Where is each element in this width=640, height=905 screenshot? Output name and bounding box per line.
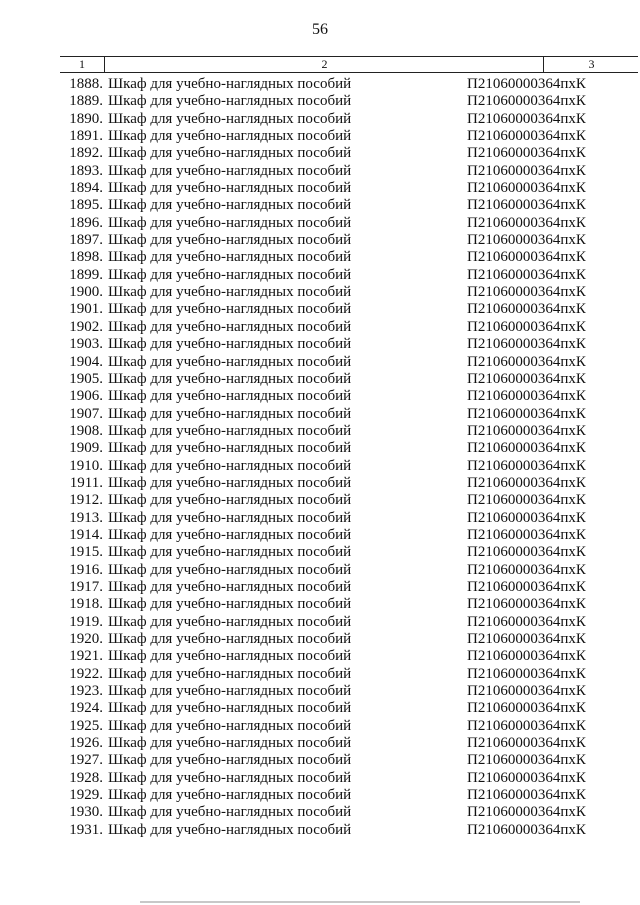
inventory-code: П21060000364пхК bbox=[467, 162, 586, 179]
inventory-code: П21060000364пхК bbox=[467, 353, 586, 370]
inventory-code: П21060000364пхК bbox=[467, 613, 586, 630]
inventory-code: П21060000364пхК bbox=[467, 232, 586, 249]
item-name: Шкаф для учебно-наглядных пособий bbox=[108, 93, 352, 110]
table-row bbox=[60, 683, 638, 700]
table-row bbox=[60, 440, 638, 457]
row-number: 1913. bbox=[69, 509, 103, 526]
table-row bbox=[60, 267, 638, 284]
row-number: 1931. bbox=[69, 821, 103, 838]
inventory-code: П21060000364пхК bbox=[467, 180, 586, 197]
column-header-name: 2 bbox=[104, 57, 544, 72]
row-number: 1929. bbox=[69, 787, 103, 804]
row-number: 1905. bbox=[69, 370, 103, 387]
inventory-code: П21060000364пхК bbox=[467, 804, 586, 821]
table-row bbox=[60, 423, 638, 440]
row-number: 1902. bbox=[69, 318, 103, 335]
table-row bbox=[60, 648, 638, 665]
inventory-code: П21060000364пхК bbox=[467, 769, 586, 786]
table-row bbox=[60, 354, 638, 371]
row-number: 1923. bbox=[69, 683, 103, 700]
item-name: Шкаф для учебно-наглядных пособий bbox=[108, 266, 352, 283]
table-row bbox=[60, 770, 638, 787]
item-name: Шкаф для учебно-наглядных пособий bbox=[108, 336, 352, 353]
item-name: Шкаф для учебно-наглядных пособий bbox=[108, 821, 352, 838]
row-number: 1925. bbox=[69, 717, 103, 734]
item-name: Шкаф для учебно-наглядных пособий bbox=[108, 544, 352, 561]
inventory-code: П21060000364пхК bbox=[467, 422, 586, 439]
row-number: 1924. bbox=[69, 700, 103, 717]
item-name: Шкаф для учебно-наглядных пособий bbox=[108, 509, 352, 526]
inventory-code: П21060000364пхК bbox=[467, 752, 586, 769]
item-name: Шкаф для учебно-наглядных пособий bbox=[108, 145, 352, 162]
row-number: 1897. bbox=[69, 232, 103, 249]
table-row bbox=[60, 614, 638, 631]
item-name: Шкаф для учебно-наглядных пособий bbox=[108, 492, 352, 509]
table-row bbox=[60, 735, 638, 752]
row-number: 1892. bbox=[69, 145, 103, 162]
item-name: Шкаф для учебно-наглядных пособий bbox=[108, 735, 352, 752]
inventory-code: П21060000364пхК bbox=[467, 370, 586, 387]
column-header-number: 1 bbox=[79, 57, 85, 71]
table-row bbox=[60, 388, 638, 405]
item-name: Шкаф для учебно-наглядных пособий bbox=[108, 110, 352, 127]
item-name: Шкаф для учебно-наглядных пособий bbox=[108, 405, 352, 422]
table-row bbox=[60, 666, 638, 683]
row-number: 1915. bbox=[69, 544, 103, 561]
inventory-code: П21060000364пхК bbox=[467, 683, 586, 700]
row-number: 1918. bbox=[69, 596, 103, 613]
row-number: 1901. bbox=[69, 301, 103, 318]
table-row bbox=[60, 232, 638, 249]
table-row bbox=[60, 822, 638, 839]
inventory-code: П21060000364пхК bbox=[467, 93, 586, 110]
scan-edge-mark bbox=[140, 901, 580, 903]
table-row bbox=[60, 510, 638, 527]
table-row bbox=[60, 249, 638, 266]
row-number: 1926. bbox=[69, 735, 103, 752]
row-number: 1922. bbox=[69, 665, 103, 682]
row-number: 1906. bbox=[69, 388, 103, 405]
inventory-code: П21060000364пхК bbox=[467, 735, 586, 752]
inventory-code: П21060000364пхК bbox=[467, 457, 586, 474]
row-number: 1916. bbox=[69, 561, 103, 578]
inventory-code: П21060000364пхК bbox=[467, 787, 586, 804]
table-row bbox=[60, 93, 638, 110]
item-name: Шкаф для учебно-наглядных пособий bbox=[108, 353, 352, 370]
inventory-code: П21060000364пхК bbox=[467, 284, 586, 301]
row-number: 1904. bbox=[69, 353, 103, 370]
table-row bbox=[60, 163, 638, 180]
row-number: 1893. bbox=[69, 162, 103, 179]
table-row bbox=[60, 631, 638, 648]
table-row bbox=[60, 215, 638, 232]
inventory-code: П21060000364пхК bbox=[467, 249, 586, 266]
table-row bbox=[60, 718, 638, 735]
table-row bbox=[60, 319, 638, 336]
item-name: Шкаф для учебно-наглядных пособий bbox=[108, 631, 352, 647]
row-number: 1891. bbox=[69, 128, 103, 145]
item-name: Шкаф для учебно-наглядных пособий bbox=[108, 301, 352, 318]
table-row bbox=[60, 301, 638, 318]
table-row bbox=[60, 76, 638, 93]
inventory-code: П21060000364пхК bbox=[467, 526, 586, 543]
item-name: Шкаф для учебно-наглядных пособий bbox=[108, 318, 352, 335]
item-name: Шкаф для учебно-наглядных пособий bbox=[108, 457, 352, 474]
item-name: Шкаф для учебно-наглядных пособий bbox=[108, 752, 352, 769]
row-number: 1899. bbox=[69, 266, 103, 283]
inventory-code: П21060000364пхК bbox=[467, 197, 586, 214]
inventory-code: П21060000364пхК bbox=[467, 128, 586, 145]
table-row bbox=[60, 804, 638, 821]
table-row bbox=[60, 527, 638, 544]
inventory-code: П21060000364пхК bbox=[467, 440, 586, 457]
table-row bbox=[60, 596, 638, 613]
table-row bbox=[60, 562, 638, 579]
item-name: Шкаф для учебно-наглядных пособий bbox=[108, 700, 352, 717]
item-name: Шкаф для учебно-наглядных пособий bbox=[108, 440, 352, 457]
inventory-code: П21060000364пхК bbox=[467, 388, 586, 405]
row-number: 1896. bbox=[69, 214, 103, 231]
table-row bbox=[60, 180, 638, 197]
table-row bbox=[60, 336, 638, 353]
row-number: 1890. bbox=[69, 110, 103, 127]
row-number: 1900. bbox=[69, 284, 103, 301]
table-row bbox=[60, 544, 638, 561]
inventory-code: П21060000364пхК bbox=[467, 544, 586, 561]
item-name: Шкаф для учебно-наглядных пособий bbox=[108, 76, 352, 92]
row-number: 1907. bbox=[69, 405, 103, 422]
table-row bbox=[60, 787, 638, 804]
table-row bbox=[60, 111, 638, 128]
row-number: 1914. bbox=[69, 526, 103, 543]
inventory-code: П21060000364пхК bbox=[467, 700, 586, 717]
table-row bbox=[60, 371, 638, 388]
page-number: 56 bbox=[312, 21, 328, 38]
table-row bbox=[60, 197, 638, 214]
item-name: Шкаф для учебно-наглядных пособий bbox=[108, 284, 352, 301]
inventory-code: П21060000364пхК bbox=[467, 214, 586, 231]
inventory-code: П21060000364пхК bbox=[467, 717, 586, 734]
item-name: Шкаф для учебно-наглядных пособий bbox=[108, 717, 352, 734]
item-name: Шкаф для учебно-наглядных пособий bbox=[108, 388, 352, 405]
inventory-code: П21060000364пхК bbox=[467, 578, 586, 595]
inventory-code: П21060000364пхК bbox=[467, 596, 586, 613]
row-number: 1912. bbox=[69, 492, 103, 509]
inventory-code: П21060000364пхК bbox=[467, 405, 586, 422]
row-number: 1895. bbox=[69, 197, 103, 214]
inventory-code: П21060000364пхК bbox=[467, 76, 586, 92]
item-name: Шкаф для учебно-наглядных пособий bbox=[108, 578, 352, 595]
item-name: Шкаф для учебно-наглядных пособий bbox=[108, 370, 352, 387]
inventory-code: П21060000364пхК bbox=[467, 318, 586, 335]
table-row bbox=[60, 458, 638, 475]
inventory-code: П21060000364пхК bbox=[467, 266, 586, 283]
item-name: Шкаф для учебно-наглядных пособий bbox=[108, 769, 352, 786]
table-body bbox=[60, 76, 638, 839]
table-row bbox=[60, 145, 638, 162]
table-row bbox=[60, 492, 638, 509]
row-number: 1889. bbox=[69, 93, 103, 110]
item-name: Шкаф для учебно-наглядных пособий bbox=[108, 232, 352, 249]
inventory-code: П21060000364пхК bbox=[467, 665, 586, 682]
item-name: Шкаф для учебно-наглядных пособий bbox=[108, 474, 352, 491]
table-row bbox=[60, 752, 638, 769]
table-row bbox=[60, 475, 638, 492]
table-row bbox=[60, 284, 638, 301]
row-number: 1910. bbox=[69, 457, 103, 474]
item-name: Шкаф для учебно-наглядных пособий bbox=[108, 128, 352, 145]
item-name: Шкаф для учебно-наглядных пособий bbox=[108, 561, 352, 578]
inventory-code: П21060000364пхК bbox=[467, 821, 586, 838]
table-header bbox=[60, 56, 638, 73]
inventory-code: П21060000364пхК bbox=[467, 631, 586, 647]
item-name: Шкаф для учебно-наглядных пособий bbox=[108, 422, 352, 439]
inventory-code: П21060000364пхК bbox=[467, 145, 586, 162]
inventory-code: П21060000364пхК bbox=[467, 474, 586, 491]
item-name: Шкаф для учебно-наглядных пособий bbox=[108, 665, 352, 682]
item-name: Шкаф для учебно-наглядных пособий bbox=[108, 180, 352, 197]
row-number: 1911. bbox=[69, 474, 103, 491]
row-number: 1894. bbox=[69, 180, 103, 197]
inventory-code: П21060000364пхК bbox=[467, 509, 586, 526]
item-name: Шкаф для учебно-наглядных пособий bbox=[108, 787, 352, 804]
item-name: Шкаф для учебно-наглядных пособий bbox=[108, 214, 352, 231]
row-number: 1898. bbox=[69, 249, 103, 266]
row-number: 1909. bbox=[69, 440, 103, 457]
item-name: Шкаф для учебно-наглядных пособий bbox=[108, 613, 352, 630]
item-name: Шкаф для учебно-наглядных пособий bbox=[108, 162, 352, 179]
item-name: Шкаф для учебно-наглядных пособий bbox=[108, 804, 352, 821]
table-row bbox=[60, 700, 638, 717]
row-number: 1921. bbox=[69, 648, 103, 665]
item-name: Шкаф для учебно-наглядных пособий bbox=[108, 526, 352, 543]
column-header-code: 3 bbox=[543, 57, 639, 72]
row-number: 1903. bbox=[69, 336, 103, 353]
inventory-code: П21060000364пхК bbox=[467, 492, 586, 509]
item-name: Шкаф для учебно-наглядных пособий bbox=[108, 596, 352, 613]
table-row bbox=[60, 128, 638, 145]
table-row bbox=[60, 406, 638, 423]
row-number: 1927. bbox=[69, 752, 103, 769]
row-number: 1908. bbox=[69, 422, 103, 439]
row-number: 1919. bbox=[69, 613, 103, 630]
item-name: Шкаф для учебно-наглядных пособий bbox=[108, 249, 352, 266]
item-name: Шкаф для учебно-наглядных пособий bbox=[108, 683, 352, 700]
row-number: 1930. bbox=[69, 804, 103, 821]
item-name: Шкаф для учебно-наглядных пособий bbox=[108, 648, 352, 665]
row-number: 1917. bbox=[69, 578, 103, 595]
inventory-code: П21060000364пхК bbox=[467, 561, 586, 578]
row-number: 1888. bbox=[69, 76, 103, 92]
table-row bbox=[60, 579, 638, 596]
row-number: 1928. bbox=[69, 769, 103, 786]
row-number: 1920. bbox=[69, 631, 103, 647]
inventory-code: П21060000364пхК bbox=[467, 336, 586, 353]
inventory-code: П21060000364пхК bbox=[467, 648, 586, 665]
inventory-code: П21060000364пхК bbox=[467, 110, 586, 127]
inventory-code: П21060000364пхК bbox=[467, 301, 586, 318]
item-name: Шкаф для учебно-наглядных пособий bbox=[108, 197, 352, 214]
